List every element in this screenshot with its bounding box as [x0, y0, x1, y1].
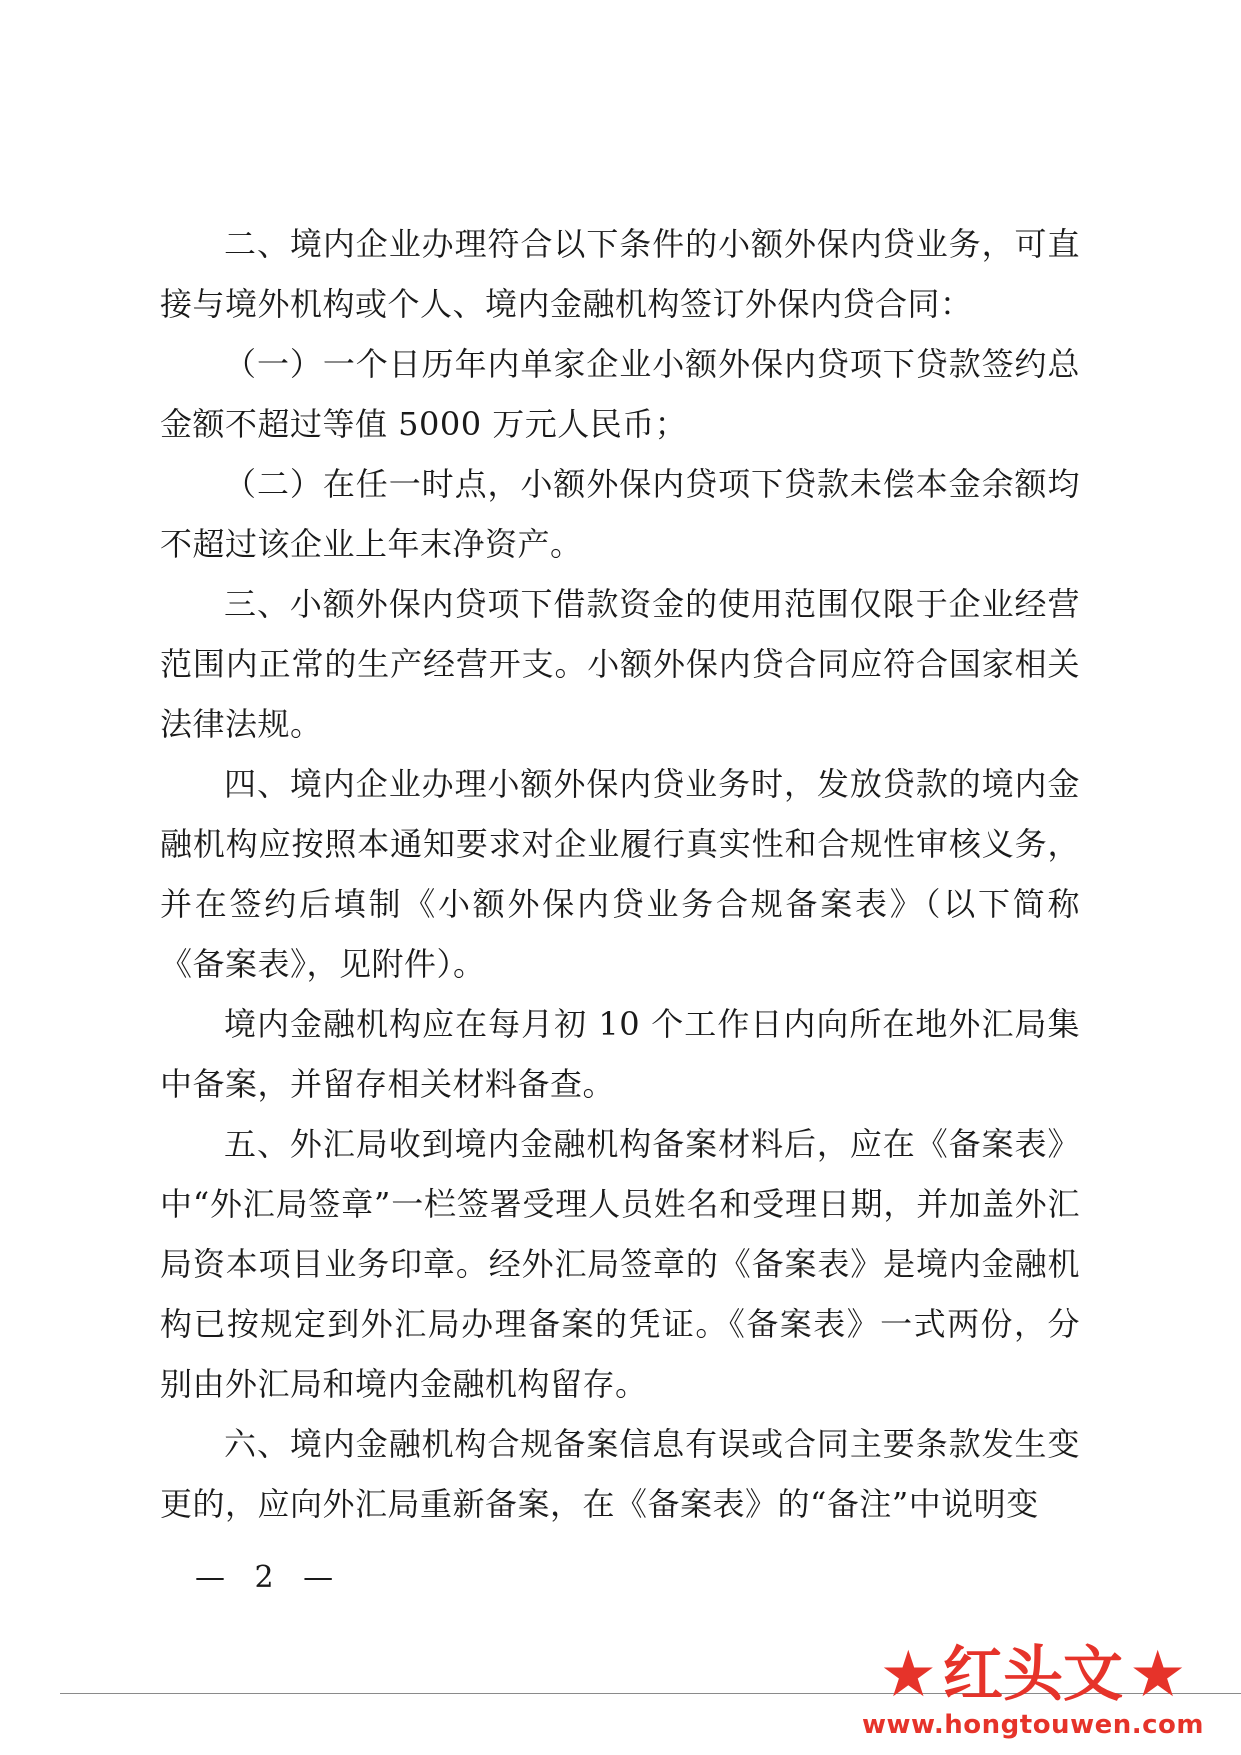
paragraph-item-1: （一）一个日历年内单家企业小额外保内贷项下贷款签约总金额不超过等值 5000 万元人民币；	[160, 345, 1080, 443]
document-body	[160, 214, 1080, 1534]
paragraph-filing-deadline: 境内金融机构应在每月初 10 个工作日内向所在地外汇局集中备案，并留存相关材料备查。	[160, 1005, 1080, 1103]
paragraph-section-2: 二、境内企业办理符合以下条件的小额外保内贷业务，可直接与境外机构或个人、境内金融机构签订外保内贷合同：	[160, 225, 1080, 323]
paragraph-section-6: 六、境内金融机构合规备案信息有误或合同主要条款发生变更的，应向外汇局重新备案，在《备案表》的“备注”中说明变	[160, 1425, 1080, 1523]
star-icon: ★	[1129, 1638, 1187, 1712]
star-icon: ★	[879, 1638, 937, 1712]
paragraph-section-3: 三、小额外保内贷项下借款资金的使用范围仅限于企业经营范围内正常的生产经营开支。小额外保内贷合同应符合国家相关法律法规。	[160, 585, 1080, 743]
paragraph-section-4: 四、境内企业办理小额外保内贷业务时，发放贷款的境内金融机构应按照本通知要求对企业履行真实性和合规性审核义务，并在签约后填制《小额外保内贷业务合规备案表》（以下简称《备案表》，见附件）。	[160, 765, 1080, 983]
watermark-title: 红头文	[943, 1640, 1123, 1710]
paragraph-item-2: （二）在任一时点，小额外保内贷项下贷款未偿本金余额均不超过该企业上年末净资产。	[160, 465, 1080, 563]
watermark-title-row	[853, 1640, 1213, 1710]
paragraph-section-5: 五、外汇局收到境内金融机构备案材料后，应在《备案表》中“外汇局签章”一栏签署受理人员姓名和受理日期，并加盖外汇局资本项目业务印章。经外汇局签章的《备案表》是境内金融机构已按规定到外汇局办理备案的凭证。《备案表》一式两份，分别由外汇局和境内金融机构留存。	[160, 1125, 1080, 1403]
watermark-logo	[853, 1640, 1213, 1740]
page-number: — 2 —	[195, 1560, 344, 1595]
watermark-url: www.hongtouwen.com	[862, 1710, 1204, 1740]
